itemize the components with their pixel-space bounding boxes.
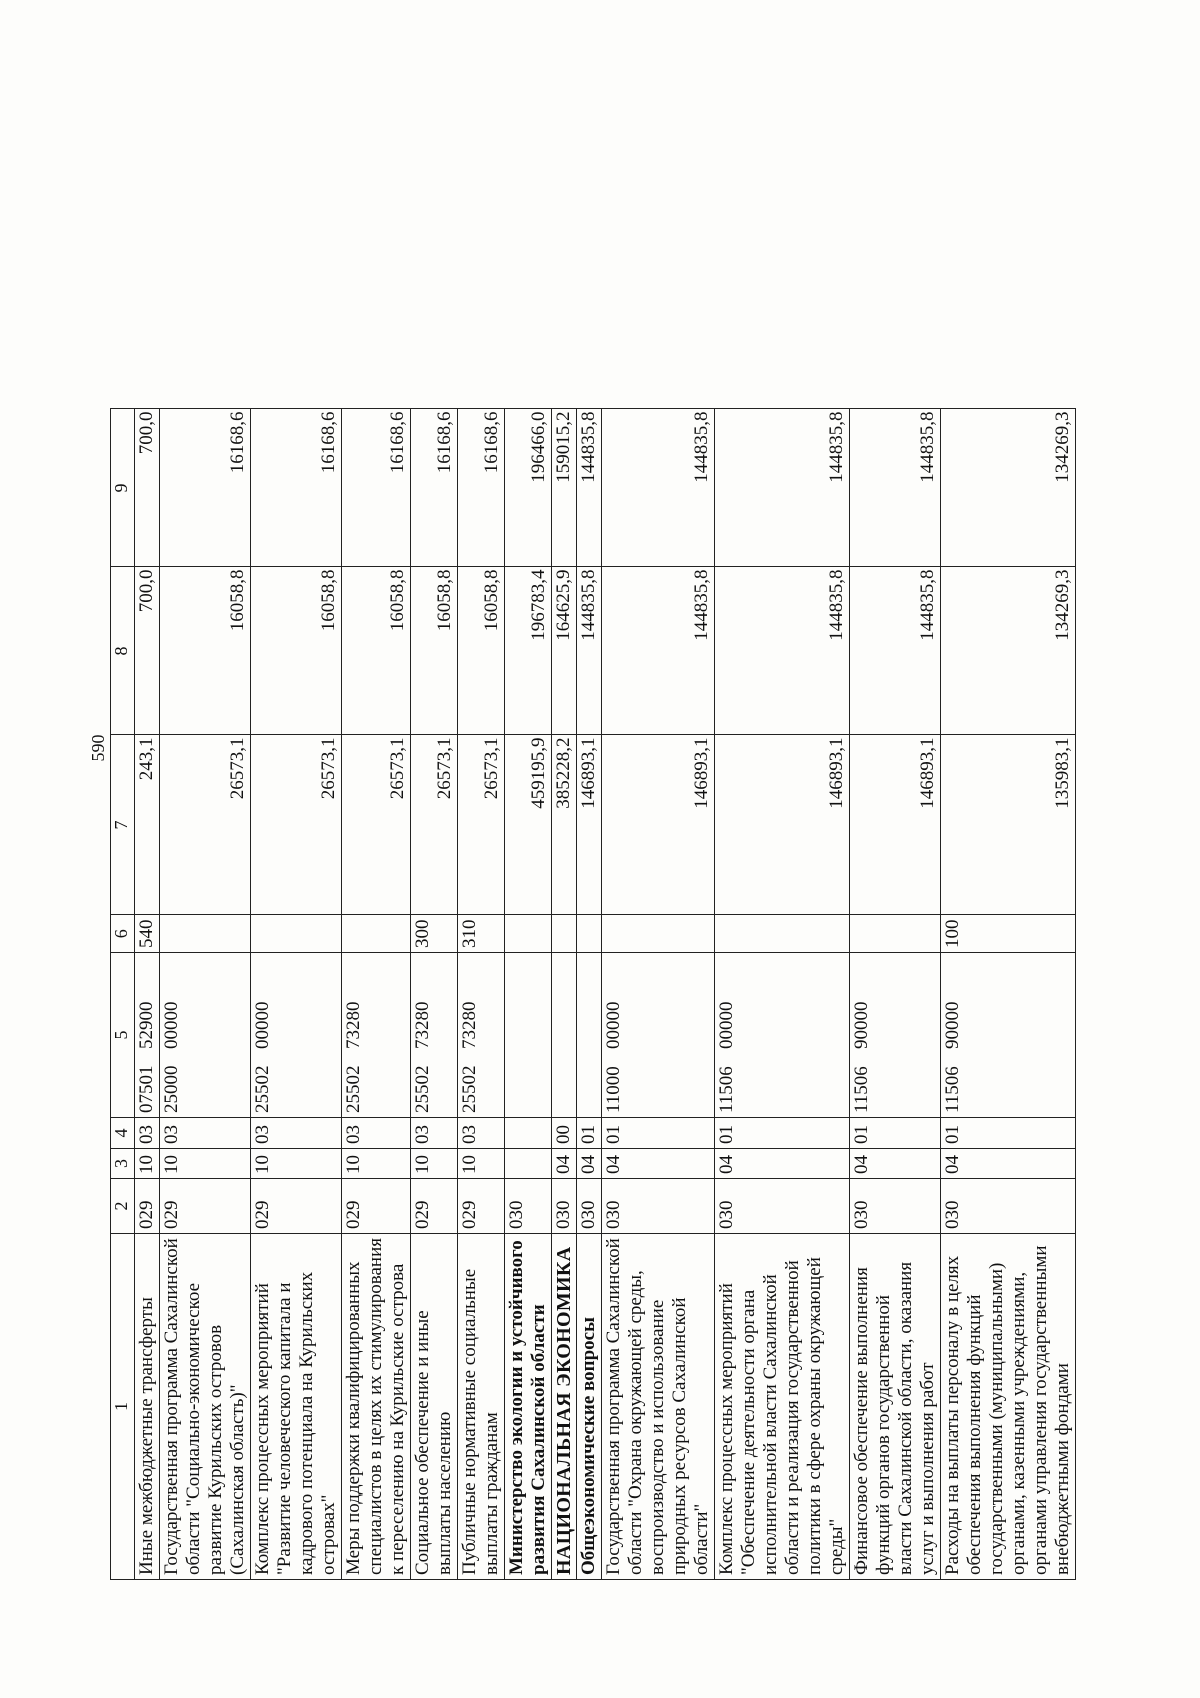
amount-year-3: 16168,6 [342,409,411,567]
header-cell: 1 [111,1234,135,1580]
code-target-article [941,953,1076,1118]
code-subsection: 00 [552,1118,577,1149]
code-expense-type [342,915,411,953]
table-row [602,409,715,1580]
code-subsection: 01 [715,1118,850,1149]
amount-year-2: 144835,8 [715,567,850,735]
code-subsection: 03 [160,1118,251,1149]
amount-year-3: 144835,8 [602,409,715,567]
amount-year-3: 196466,0 [505,409,552,567]
expense-name: Комплекс процессных мероприятий "Обеспечение деятельности органа исполнительной власти Сахалинской области и реализация государственной политики в сфере охраны окружающей среды" [715,1234,850,1580]
amount-year-1: 26573,1 [411,735,458,915]
expense-name: Публичные нормативные социальные выплаты гражданам [458,1234,505,1580]
code-direction: 90000 [851,1001,872,1049]
amount-year-2: 700,0 [135,567,160,735]
expense-name: Комплекс процессных мероприятий "Развитие человеческого капитала и кадрового потенциала на Курильских островах" [251,1234,342,1580]
amount-year-2: 16058,8 [160,567,251,735]
code-target-article [342,953,411,1118]
expense-name: Общеэкономические вопросы [577,1234,602,1580]
code-program: 07501 [136,1065,157,1113]
amount-year-1: 26573,1 [342,735,411,915]
code-program: 11506 [942,1066,963,1113]
code-ministry: 030 [941,1179,1076,1234]
header-row [111,409,135,1580]
code-section: 04 [850,1149,941,1179]
amount-year-2: 16058,8 [251,567,342,735]
code-target-article [602,953,715,1118]
table-row [552,409,577,1580]
code-section: 04 [577,1149,602,1179]
code-expense-type [160,915,251,953]
code-ministry: 029 [458,1179,505,1234]
code-expense-type [505,915,552,953]
amount-year-3: 144835,8 [850,409,941,567]
code-section: 10 [458,1149,505,1179]
code-ministry: 029 [160,1179,251,1234]
amount-year-1: 243,1 [135,735,160,915]
amount-year-1: 26573,1 [160,735,251,915]
code-direction: 00000 [252,1001,273,1049]
code-ministry: 030 [505,1179,552,1234]
code-target-article [458,953,505,1118]
amount-year-3: 16168,6 [160,409,251,567]
header-cell: 9 [111,409,135,567]
code-target-article [505,953,552,1118]
code-program: 11506 [851,1066,872,1113]
expense-name: Финансовое обеспечение выполнения функций органов государственной власти Сахалинской области, оказания услуг и выполнения работ [850,1234,941,1580]
code-target-article [577,953,602,1118]
code-ministry: 030 [577,1179,602,1234]
table-row [577,409,602,1580]
amount-year-1: 385228,2 [552,735,577,915]
header-cell: 3 [111,1149,135,1179]
code-expense-type: 540 [135,915,160,953]
code-direction: 73280 [343,1001,364,1049]
expense-name: НАЦИОНАЛЬНАЯ ЭКОНОМИКА [552,1234,577,1580]
code-direction: 90000 [942,1001,963,1049]
amount-year-1: 146893,1 [715,735,850,915]
code-expense-type [577,915,602,953]
code-target-article [160,953,251,1118]
amount-year-3: 16168,6 [411,409,458,567]
code-subsection: 03 [411,1118,458,1149]
header-cell: 6 [111,915,135,953]
code-section: 04 [602,1149,715,1179]
amount-year-1: 146893,1 [602,735,715,915]
code-ministry: 030 [552,1179,577,1234]
table-row [160,409,251,1580]
code-expense-type [850,915,941,953]
table-row [850,409,941,1580]
table-row [715,409,850,1580]
amount-year-2: 144835,8 [577,567,602,735]
code-subsection: 03 [135,1118,160,1149]
amount-year-2: 164625,9 [552,567,577,735]
header-cell: 4 [111,1118,135,1149]
code-program: 25502 [343,1065,364,1113]
code-program: 11506 [716,1066,737,1113]
code-ministry: 029 [251,1179,342,1234]
header-cell: 5 [111,953,135,1118]
table-row [411,409,458,1580]
code-direction: 00000 [716,1001,737,1049]
amount-year-3: 16168,6 [251,409,342,567]
expense-name: Иные межбюджетные трансферты [135,1234,160,1580]
code-program: 25502 [412,1065,433,1113]
page-number: 590 [88,734,108,762]
code-target-article [850,953,941,1118]
budget-table [110,409,1076,1581]
code-subsection: 03 [251,1118,342,1149]
expense-name: Государственная программа Сахалинской области "Охрана окружающей среды, воспроизводство и использование природных ресурсов Сахалинской области" [602,1234,715,1580]
code-ministry: 030 [715,1179,850,1234]
amount-year-1: 135983,1 [941,735,1076,915]
amount-year-3: 144835,8 [715,409,850,567]
code-expense-type [552,915,577,953]
amount-year-1: 26573,1 [251,735,342,915]
code-expense-type: 100 [941,915,1076,953]
code-subsection: 03 [342,1118,411,1149]
amount-year-2: 16058,8 [342,567,411,735]
table-row [342,409,411,1580]
code-section: 10 [342,1149,411,1179]
code-section: 10 [135,1149,160,1179]
code-subsection: 01 [602,1118,715,1149]
code-ministry: 029 [342,1179,411,1234]
amount-year-1: 459195,9 [505,735,552,915]
code-target-article [552,953,577,1118]
code-direction: 00000 [161,1001,182,1049]
code-section: 04 [552,1149,577,1179]
code-section: 10 [160,1149,251,1179]
code-expense-type [251,915,342,953]
code-program: 11000 [603,1066,624,1113]
code-direction: 00000 [603,1001,624,1049]
amount-year-2: 144835,8 [602,567,715,735]
expense-name: Расходы на выплаты персоналу в целях обеспечения выполнения функций государственными (муниципальными) органами, казенными учреждениями, органами управления государственными внебюджетными фондами [941,1234,1076,1580]
code-section [505,1149,552,1179]
code-ministry: 029 [135,1179,160,1234]
code-section: 10 [251,1149,342,1179]
amount-year-3: 134269,3 [941,409,1076,567]
amount-year-2: 144835,8 [850,567,941,735]
code-direction: 73280 [412,1001,433,1049]
amount-year-2: 16058,8 [458,567,505,735]
code-program: 25000 [161,1065,182,1113]
table-row [135,409,160,1580]
code-target-article [411,953,458,1118]
table-row [251,409,342,1580]
expense-name: Меры поддержки квалифицированных специалистов в целях их стимулирования к переселению на Курильские острова [342,1234,411,1580]
code-program: 25502 [252,1065,273,1113]
amount-year-3: 144835,8 [577,409,602,567]
code-target-article [251,953,342,1118]
expense-name: Социальное обеспечение и иные выплаты населению [411,1234,458,1580]
code-section: 04 [715,1149,850,1179]
header-cell: 2 [111,1179,135,1234]
amount-year-1: 146893,1 [850,735,941,915]
code-target-article [135,953,160,1118]
code-subsection: 01 [850,1118,941,1149]
code-subsection [505,1118,552,1149]
table-row [505,409,552,1580]
code-target-article [715,953,850,1118]
amount-year-2: 16058,8 [411,567,458,735]
amount-year-3: 700,0 [135,409,160,567]
code-direction: 73280 [459,1001,480,1049]
code-ministry: 030 [850,1179,941,1234]
expense-name: Министерство экологии и устойчивого развития Сахалинской области [505,1234,552,1580]
code-expense-type [602,915,715,953]
code-subsection: 01 [577,1118,602,1149]
code-expense-type: 300 [411,915,458,953]
code-section: 04 [941,1149,1076,1179]
expense-name: Государственная программа Сахалинской области "Социально-экономическое развитие Курильских островов (Сахалинская область)" [160,1234,251,1580]
code-direction: 52900 [136,1001,157,1049]
code-ministry: 030 [602,1179,715,1234]
amount-year-3: 16168,6 [458,409,505,567]
amount-year-2: 196783,4 [505,567,552,735]
table-row [941,409,1076,1580]
header-cell: 7 [111,735,135,915]
code-subsection: 01 [941,1118,1076,1149]
amount-year-1: 146893,1 [577,735,602,915]
code-subsection: 03 [458,1118,505,1149]
code-section: 10 [411,1149,458,1179]
amount-year-1: 26573,1 [458,735,505,915]
table-row [458,409,505,1580]
amount-year-2: 134269,3 [941,567,1076,735]
amount-year-3: 159015,2 [552,409,577,567]
header-cell: 8 [111,567,135,735]
code-program: 25502 [459,1065,480,1113]
code-ministry: 029 [411,1179,458,1234]
code-expense-type [715,915,850,953]
code-expense-type: 310 [458,915,505,953]
